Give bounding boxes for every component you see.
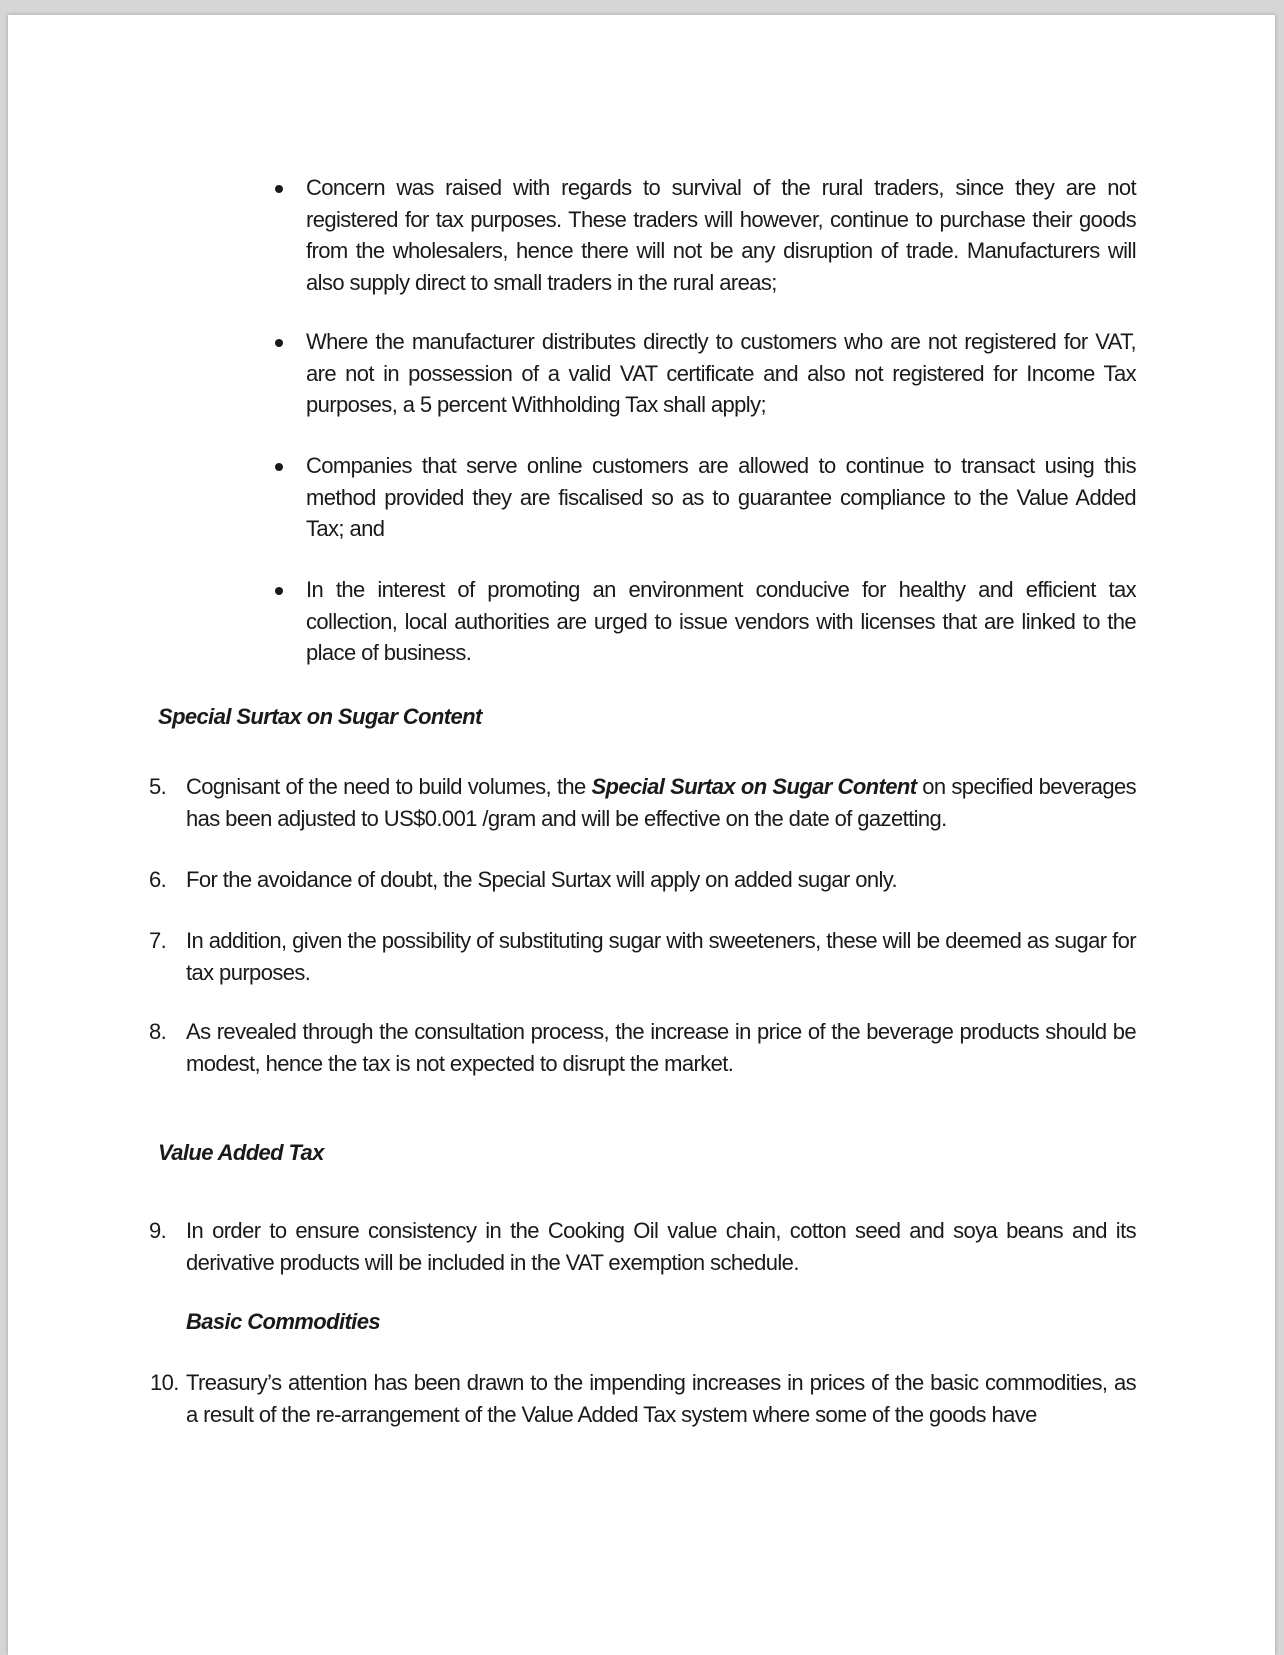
item-text-post: on specified beverages has been adjusted to US$0.001 /gram and will be effective on the date of gazetting. [186,774,1136,831]
numbered-item [149,925,1136,988]
item-text: For the avoidance of doubt, the Special Surtax will apply on added sugar only. [186,867,898,892]
bullet-icon [275,339,283,347]
bullet-item [306,326,1136,421]
numbered-item [150,1367,1136,1430]
item-text: As revealed through the consultation process, the increase in price of the beverage products should be modest, hence the tax is not expected to disrupt the market. [186,1019,1136,1076]
bullet-item [306,172,1136,298]
bullet-icon [275,463,283,471]
item-text: In order to ensure consistency in the Cooking Oil value chain, cotton seed and soya beans and its derivative products will be included in the VAT exemption schedule. [186,1218,1136,1275]
item-text-pre: Cognisant of the need to build volumes, the [186,774,592,799]
document-page [8,15,1275,1655]
bullet-icon [275,185,283,193]
bullet-icon [275,587,283,595]
item-text: In addition, given the possibility of substituting sugar with sweeteners, these will be deemed as sugar for tax purposes. [186,928,1136,985]
numbered-item [149,1215,1136,1278]
bullet-item [306,450,1136,545]
item-number: 5. [149,774,167,799]
item-number: 7. [149,928,167,953]
numbered-item [149,864,1136,896]
bullet-item [306,574,1136,669]
bullet-text: Companies that serve online customers are allowed to continue to transact using this method provided they are fiscalised so as to guarantee compliance to the Value Added Tax; and [306,453,1136,541]
numbered-item [149,771,1136,834]
item-number: 9. [149,1218,167,1243]
item-number: 6. [149,867,167,892]
bullet-text: Concern was raised with regards to survival of the rural traders, since they are not registered for tax purposes. These traders will however, continue to purchase their goods from the wholesalers, hence there will not be any disruption of trade. Manufacturers will also supply direct to small traders in the rural areas; [306,175,1136,295]
section-heading-sugar: Special Surtax on Sugar Content [158,704,482,729]
subsection-heading-basic-commodities: Basic Commodities [186,1309,380,1334]
item-number: 10. [150,1370,179,1395]
item-text: Treasury’s attention has been drawn to the impending increases in prices of the basic commodities, as a result of the re-arrangement of the Value Added Tax system where some of the goods have [186,1370,1136,1427]
bullet-text: Where the manufacturer distributes directly to customers who are not registered for VAT, are not in possession of a valid VAT certificate and also not registered for Income Tax purposes, a 5 percent Withholding Tax shall apply; [306,329,1136,417]
bullet-text: In the interest of promoting an environment conducive for healthy and efficient tax collection, local authorities are urged to issue vendors with licenses that are linked to the place of business. [306,577,1136,665]
item-text-emphasis: Special Surtax on Sugar Content [591,774,917,799]
section-heading-vat: Value Added Tax [158,1140,324,1165]
item-number: 8. [149,1019,167,1044]
numbered-item [149,1016,1136,1079]
